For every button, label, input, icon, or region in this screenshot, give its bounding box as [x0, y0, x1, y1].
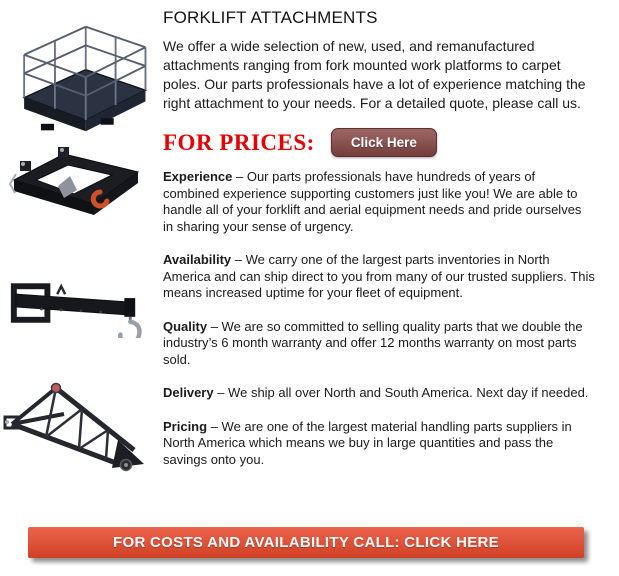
pricing-section	[163, 419, 595, 469]
pricing-label: Pricing	[163, 418, 208, 434]
quality-section	[163, 319, 595, 369]
hitch-frame-image	[6, 146, 148, 231]
intro-paragraph: We offer a wide selection of new, used, and remanufactured attachments ranging from fork mounted work platforms to carpet poles. Our parts professionals have a lot of experience matching the right attachment to your needs. For a detailed quote, please call us.	[163, 38, 586, 111]
for-prices-row	[163, 128, 595, 157]
fork-mounted-work-platform-drawing	[8, 23, 156, 135]
jib-boom-image	[2, 272, 150, 343]
for-prices-label: FOR PRICES:	[163, 129, 315, 155]
truss-boom-image	[2, 376, 154, 479]
experience-label: Experience	[163, 169, 233, 184]
delivery-text: – We ship all over North and South America. Next day if needed.	[217, 385, 589, 400]
delivery-label: Delivery	[163, 385, 214, 400]
main-content	[163, 8, 595, 485]
costs-availability-banner[interactable]	[28, 527, 584, 558]
availability-section	[163, 252, 595, 302]
work-platform-image	[8, 23, 156, 140]
page-title: FORKLIFT ATTACHMENTS	[163, 8, 378, 27]
click-here-button[interactable]: Click Here	[331, 128, 437, 157]
availability-label: Availability	[163, 252, 232, 267]
pricing-text: – We are one of the largest material handling parts suppliers in North America which means we buy in large quantities and pass the savings onto you.	[163, 418, 572, 467]
experience-section	[163, 169, 595, 235]
experience-text: – Our parts professionals have hundreds of years of combined experience supporting customers just like you! We are able to handle all of your forklift and aerial equipment needs and pride ourselves in sharing your sense of urgency.	[163, 169, 582, 234]
fork-mounted-jib-boom-drawing	[2, 272, 150, 338]
truss-jib-boom-drawing	[2, 376, 154, 474]
quality-label: Quality	[163, 318, 208, 334]
quality-text: – We are so committed to selling quality parts that we double the industry’s 6 month warranty and offer 12 months warranty on most parts sold.	[163, 318, 583, 367]
fork-mounted-hitch-frame-drawing	[6, 146, 148, 226]
costs-availability-banner-label: FOR COSTS AND AVAILABILITY CALL: CLICK HERE	[113, 534, 499, 551]
delivery-section	[163, 385, 595, 402]
availability-text: – We carry one of the largest parts inventories in North America and can ship direct to you from many of our trusted suppliers. This means increased uptime for your fleet of equipment.	[163, 252, 595, 300]
